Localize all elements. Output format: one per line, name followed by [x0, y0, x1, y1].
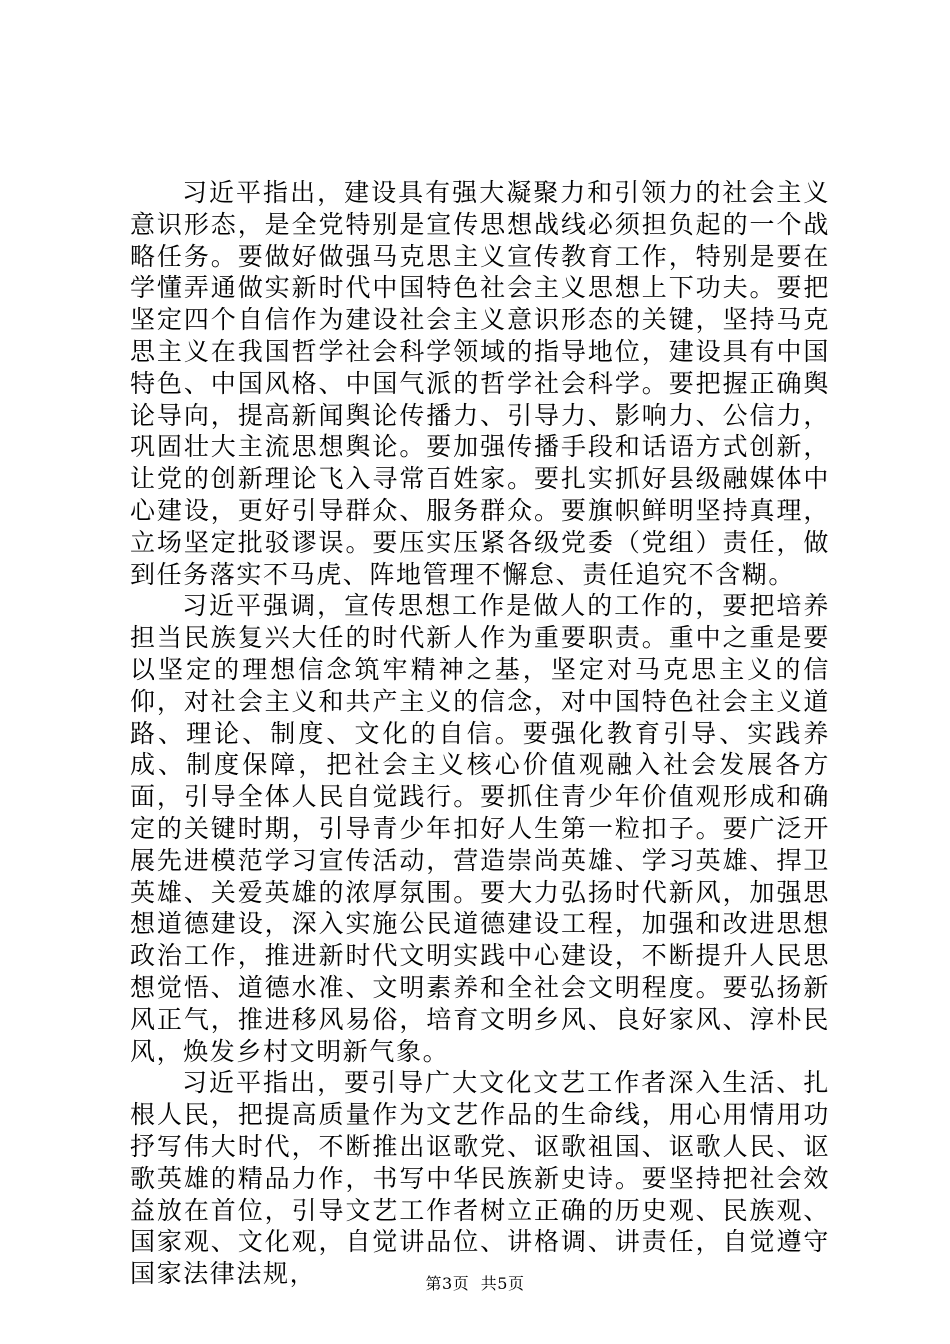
- paragraph-3: 习近平指出，要引导广大文化文艺工作者深入生活、扎根人民，把提高质量作为文艺作品的生命线，用心用情用功抒写伟大时代，不断推出讴歌党、讴歌祖国、讴歌人民、讴歌英雄的精品力作，书写中华民族新史诗。要坚持把社会效益放在首位，引导文艺工作者树立正确的历史观、民族观、国家观、文化观，自觉讲品位、讲格调、讲责任，自觉遵守国家法律法规，: [130, 1068, 830, 1289]
- page-total: 共5页: [480, 1274, 525, 1293]
- page-number: 第3页: [425, 1274, 470, 1293]
- paragraph-1: 习近平指出，建设具有强大凝聚力和引领力的社会主义意识形态，是全党特别是宣传思想战线必须担负起的一个战略任务。要做好做强马克思主义宣传教育工作，特别是要在学懂弄通做实新时代中国特色社会主义思想上下功夫。要把坚定四个自信作为建设社会主义意识形态的关键，坚持马克思主义在我国哲学社会科学领域的指导地位，建设具有中国特色、中国风格、中国气派的哲学社会科学。要把握正确舆论导向，提高新闻舆论传播力、引导力、影响力、公信力，巩固壮大主流思想舆论。要加强传播手段和话语方式创新，让党的创新理论飞入寻常百姓家。要扎实抓好县级融媒体中心建设，更好引导群众、服务群众。要旗帜鲜明坚持真理，立场坚定批驳谬误。要压实压紧各级党委（党组）责任，做到任务落实不马虎、阵地管理不懈怠、责任追究不含糊。: [130, 178, 830, 589]
- document-body: [130, 177, 830, 1290]
- paragraph-2: 习近平强调，宣传思想工作是做人的工作的，要把培养担当民族复兴大任的时代新人作为重要职责。重中之重是要以坚定的理想信念筑牢精神之基，坚定对马克思主义的信仰，对社会主义和共产主义的信念，对中国特色社会主义道路、理论、制度、文化的自信。要强化教育引导、实践养成、制度保障，把社会主义核心价值观融入社会发展各方面，引导全体人民自觉践行。要抓住青少年价值观形成和确定的关键时期，引导青少年扣好人生第一粒扣子。要广泛开展先进模范学习宣传活动，营造崇尚英雄、学习英雄、捍卫英雄、关爱英雄的浓厚氛围。要大力弘扬时代新风，加强思想道德建设，深入实施公民道德建设工程，加强和改进思想政治工作，推进新时代文明实践中心建设，不断提升人民思想觉悟、道德水准、文明素养和全社会文明程度。要弘扬新风正气，推进移风易俗，培育文明乡风、良好家风、淳朴民风，焕发乡村文明新气象。: [130, 591, 830, 1066]
- page-footer: [0, 1271, 950, 1294]
